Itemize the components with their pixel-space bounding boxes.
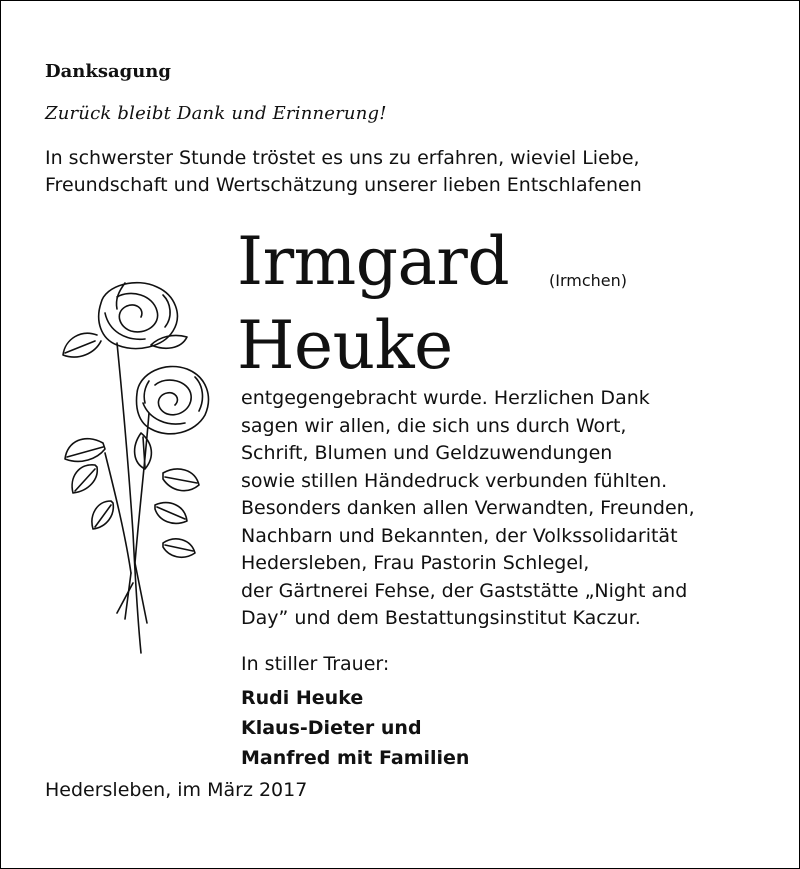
body-line: sowie stillen Händedruck verbunden fühlten. <box>241 469 668 492</box>
deceased-last-name: Heuke <box>237 307 453 384</box>
body-line: Hedersleben, Frau Pastorin Schlegel, <box>241 552 590 574</box>
survivor-name: Klaus-Dieter und <box>241 717 422 739</box>
body-text <box>241 385 695 633</box>
survivor-name: Rudi Heuke <box>241 687 364 709</box>
deceased-first-name: Irmgard <box>237 223 510 300</box>
notice-motto: Zurück bleibt Dank und Erinnerung! <box>45 103 387 124</box>
intro-text <box>45 145 642 199</box>
rose-icon <box>45 273 225 665</box>
body-line: entgegengebracht wurde. Herzlichen Dank <box>241 387 650 409</box>
place-date: Hedersleben, im März 2017 <box>45 779 308 801</box>
body-line: sagen wir allen, die sich uns durch Wort, <box>241 414 627 437</box>
body-line: Nachbarn und Bekannten, der Volkssolidarität <box>241 524 678 547</box>
survivor-name: Manfred mit Familien <box>241 747 470 769</box>
deceased-nickname: (Irmchen) <box>549 271 628 290</box>
body-line: Day” und dem Bestattungsinstitut Kaczur. <box>241 607 641 629</box>
body-line: Schrift, Blumen und Geldzuwendungen <box>241 442 613 464</box>
survivors-list <box>241 683 469 773</box>
body-line: Besonders danken allen Verwandten, Freunden, <box>241 497 695 519</box>
mourning-label: In stiller Trauer: <box>241 653 390 675</box>
intro-line: Freundschaft und Wertschätzung unserer lieben Entschlafenen <box>45 174 642 196</box>
intro-line: In schwerster Stunde tröstet es uns zu erfahren, wieviel Liebe, <box>45 147 640 169</box>
body-line: der Gärtnerei Fehse, der Gaststätte „Night and <box>241 579 688 602</box>
notice-heading: Danksagung <box>45 61 171 82</box>
